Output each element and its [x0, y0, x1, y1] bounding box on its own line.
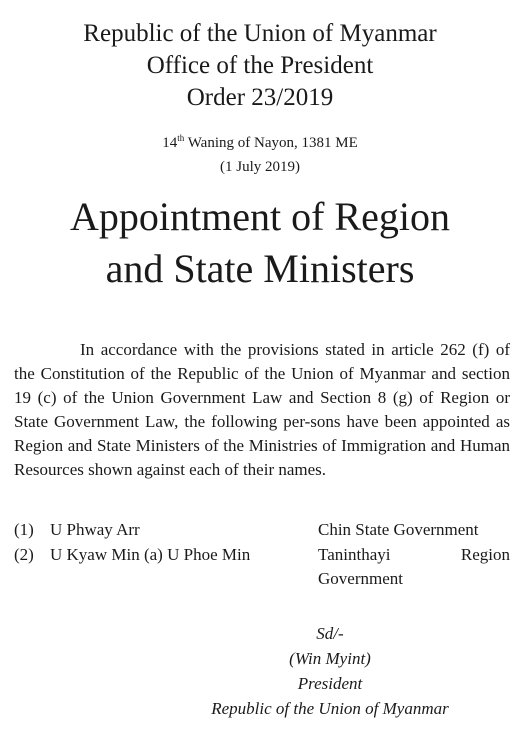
appointee-location-cont: Government	[318, 569, 403, 588]
appointee-name: U Phway Arr	[50, 520, 140, 539]
appointee-location: Taninthayi Region	[318, 545, 510, 564]
gregorian-date: (1 July 2019)	[220, 159, 300, 175]
date-day-suffix: th	[177, 133, 185, 143]
appointee-location: Chin State Government	[318, 520, 479, 539]
appointee-number: (1)	[14, 520, 34, 539]
signature-sd: Sd/-	[316, 624, 344, 643]
signatory-organization: Republic of the Union of Myanmar	[211, 699, 449, 718]
myanmar-date	[0, 132, 520, 154]
document-title-line2: and State Ministers	[105, 246, 415, 291]
header-country: Republic of the Union of Myanmar	[83, 20, 437, 47]
header-office: Office of the President	[146, 52, 374, 79]
signatory-title: President	[297, 674, 363, 693]
signatory-name: (Win Myint)	[289, 649, 371, 668]
appointee-name: U Kyaw Min (a) U Phoe Min	[50, 545, 251, 564]
date-day-number: 14	[162, 135, 178, 151]
appointee-number: (2)	[14, 545, 34, 564]
header-order-number: Order 23/2019	[186, 84, 334, 111]
document-title-line1: Appointment of Region	[70, 194, 450, 239]
appointee-row	[0, 543, 520, 591]
date-rest: Waning of Nayon, 1381 ME	[184, 135, 358, 151]
body-paragraph: In accordance with the provisions stated in article 262 (f) of the Constitution of the Republic of the Union of Myanmar and section 19 (c) of the Union Government Law and Section 8 (g) of Region or State Government Law, the following per-sons have been appointed as Region and State Ministers of the Ministries of Immigration and Human Resources shown against each of their names.	[14, 340, 510, 479]
appointee-row	[0, 518, 520, 542]
